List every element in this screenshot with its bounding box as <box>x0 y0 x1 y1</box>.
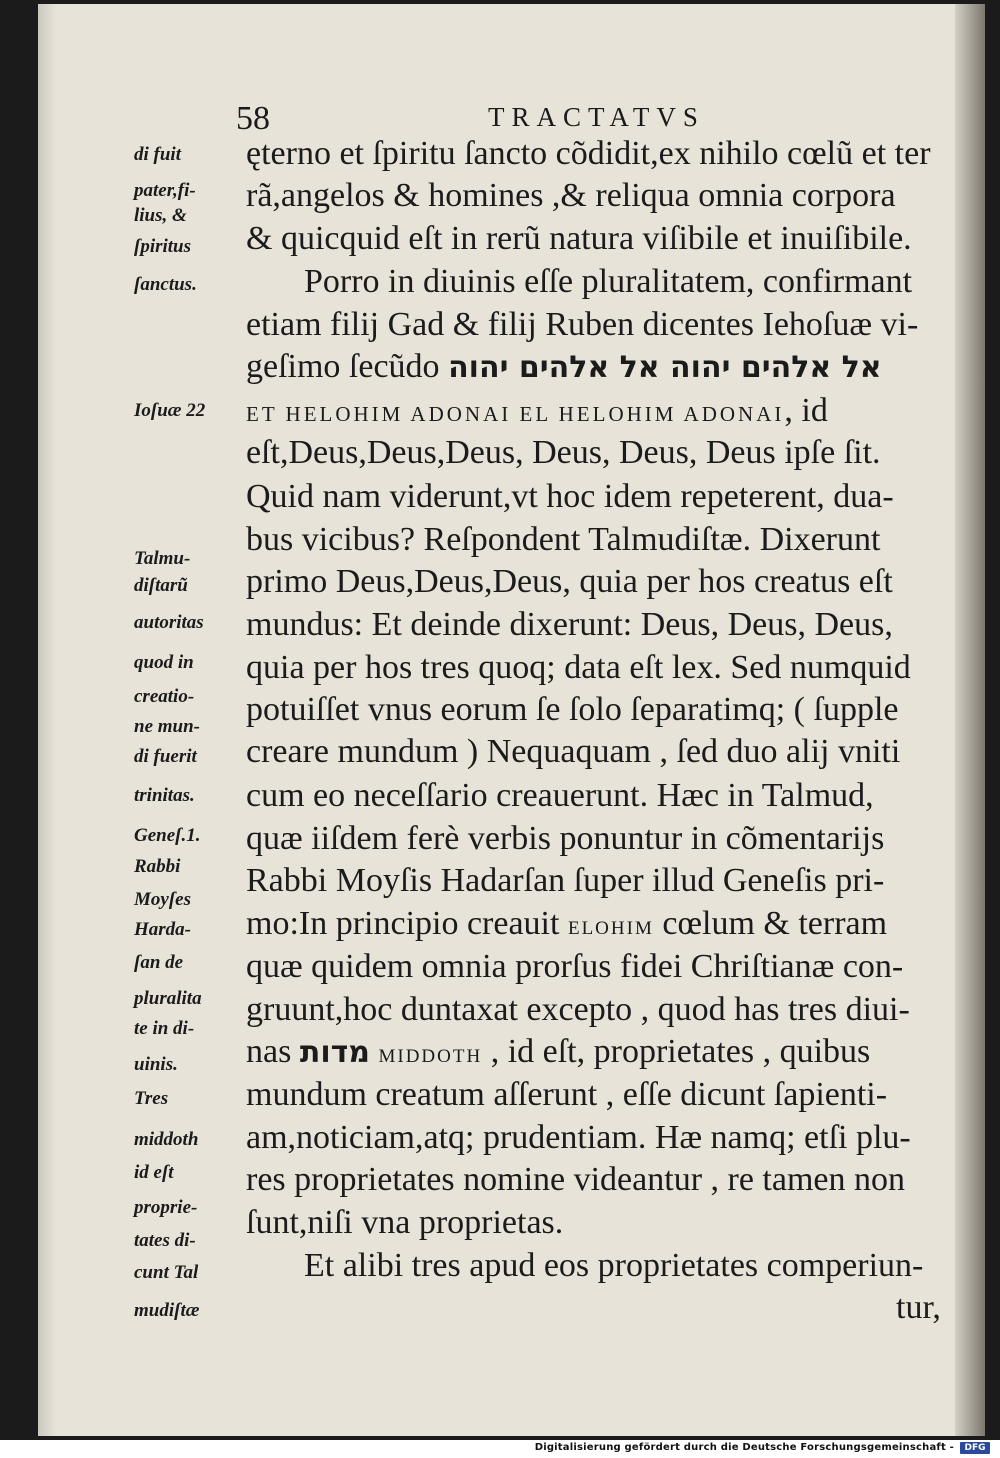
text-line <box>246 562 956 602</box>
line-text: cum eo neceſſario creauerunt. Hæc in Talmud, <box>246 777 874 814</box>
line-text: quæ quidem omnia prorſus fidei Chriſtianæ con- <box>246 948 904 985</box>
hebrew-text: אל אלהים יהוה אל אלהים יהוה <box>448 350 882 385</box>
text-line <box>304 1246 1000 1286</box>
line-text: gruunt,hoc duntaxat excepto , quod has tres diui- <box>246 991 910 1028</box>
line-text: quæ iiſdem ferè verbis ponuntur in cõmentarijs <box>246 820 885 857</box>
page-number: 58 <box>236 100 270 137</box>
text-line <box>246 305 956 345</box>
page-edge <box>955 4 985 1436</box>
margin-note: te in di- <box>134 1018 195 1039</box>
margin-note: cunt Tal <box>134 1262 199 1283</box>
line-text: bus vicibus? Reſpondent Talmudiſtæ. Dixerunt <box>246 521 881 558</box>
text-line <box>246 690 956 730</box>
line-text: nas <box>246 1033 300 1070</box>
line-text: res proprietates nomine videantur , re tamen non <box>246 1161 905 1198</box>
margin-note: middoth <box>134 1129 199 1150</box>
margin-note: creatio- <box>134 686 195 707</box>
text-line <box>246 1075 956 1115</box>
line-text: am,noticiam,atq; prudentiam. Hæ namq; etſi plu- <box>246 1119 911 1156</box>
margin-note: quod in <box>134 652 194 673</box>
margin-note: Tres <box>134 1088 169 1109</box>
text-line <box>246 861 956 901</box>
margin-note: id eſt <box>134 1162 174 1183</box>
small-caps-text: ELOHIM <box>567 918 654 939</box>
line-text: geſimo ſecũdo <box>246 348 449 385</box>
text-line <box>896 1288 1000 1328</box>
small-caps-text: ET HELOHIM ADONAI EL HELOHIM ADONAI <box>246 402 785 426</box>
text-line <box>246 990 956 1030</box>
funding-credit: Digitalisierung gefördert durch die Deutsche Forschungsgemeinschaft - <box>534 1442 954 1453</box>
margin-note: Geneſ.1. <box>134 825 201 846</box>
line-text: mundus: Et deinde dixerunt: Deus, Deus, Deus, <box>246 606 893 643</box>
line-text: Porro in diuinis eſſe pluralitatem, confirmant <box>304 263 913 300</box>
margin-note: pater,fi- <box>134 180 196 201</box>
small-caps-text: MIDDOTH <box>378 1046 483 1067</box>
hebrew-text: מדות <box>299 1035 370 1070</box>
line-text: ęterno et ſpiritu ſancto cõdidit,ex nihilo cœlũ et ter <box>246 135 931 172</box>
line-text: quia per hos tres quoq; data eſt lex. Sed numquid <box>246 649 911 686</box>
margin-note: ſpiritus <box>134 236 192 257</box>
text-line <box>246 947 956 987</box>
text-line <box>246 134 956 174</box>
line-text: primo Deus,Deus,Deus, quia per hos creatus eſt <box>246 563 893 600</box>
margin-note: Rabbi <box>134 856 181 877</box>
line-text: mundum creatum aſſerunt , eſſe dicunt ſapienti- <box>246 1076 888 1113</box>
line-text: etiam filij Gad & filij Ruben dicentes Iehoſuæ vi- <box>246 306 919 343</box>
margin-note: Harda- <box>134 919 191 940</box>
text-line <box>246 1203 956 1243</box>
margin-note: diſtarũ <box>134 575 188 596</box>
running-title: TRACTATVS <box>488 102 705 132</box>
margin-note: lius, & <box>134 205 187 226</box>
line-text: Quid nam viderunt,vt hoc idem repeterent, dua- <box>246 478 894 515</box>
text-line <box>246 433 956 473</box>
margin-note: proprie- <box>134 1197 198 1218</box>
text-line <box>246 732 956 772</box>
margin-note: ſanctus. <box>134 274 197 295</box>
line-text: Et alibi tres apud eos proprietates comperiun- <box>304 1247 924 1284</box>
line-text: , id eſt, proprietates , quibus <box>482 1033 871 1070</box>
line-text: eſt,Deus,Deus,Deus, Deus, Deus, Deus ipſe ſit. <box>246 434 881 471</box>
margin-note: autoritas <box>134 612 204 633</box>
line-text: potuiſſet vnus eorum ſe ſolo ſeparatimq; ( ſupple <box>246 691 899 728</box>
margin-note: Ioſuæ 22 <box>134 400 206 421</box>
line-text: mo:In principio creauit <box>246 905 568 942</box>
text-line <box>246 347 956 388</box>
line-text: ſunt,niſi vna proprietas. <box>246 1204 564 1241</box>
line-text: Rabbi Moyſis Hadarſan ſuper illud Geneſis pri- <box>246 862 885 899</box>
text-line <box>246 219 956 259</box>
line-text: cœlum & terram <box>653 905 888 942</box>
text-line <box>246 477 956 517</box>
text-line <box>246 1160 956 1200</box>
text-line <box>246 1032 956 1077</box>
text-line <box>246 776 956 816</box>
page-gutter-shadow <box>38 4 56 1436</box>
text-line <box>246 1118 956 1158</box>
margin-note: di fuerit <box>134 746 197 767</box>
margin-note: uinis. <box>134 1054 178 1075</box>
margin-note: trinitas. <box>134 785 195 806</box>
text-line <box>246 819 956 859</box>
margin-note: di fuit <box>134 144 181 165</box>
line-text: , id <box>784 392 828 429</box>
text-line <box>246 391 956 434</box>
text-line <box>246 904 956 949</box>
margin-note: Talmu- <box>134 548 191 569</box>
margin-note: mudiſtæ <box>134 1300 200 1321</box>
margin-note: ne mun- <box>134 716 200 737</box>
line-text: & quicquid eſt in rerũ natura viſibile et inuiſibile. <box>246 220 912 257</box>
text-line <box>246 520 956 560</box>
line-text: creare mundum ) Nequaquam , ſed duo alij vniti <box>246 733 901 770</box>
text-line <box>246 648 956 688</box>
margin-note: Moyſes <box>134 889 191 910</box>
line-text: rã,angelos & homines ,& reliqua omnia corpora <box>246 177 896 214</box>
text-line <box>246 176 956 216</box>
margin-note: ſan de <box>134 952 184 973</box>
margin-note: pluralita <box>134 988 202 1009</box>
text-line <box>304 262 1000 302</box>
dfg-logo: DFG <box>960 1442 990 1454</box>
margin-note: tates di- <box>134 1230 196 1251</box>
text-line <box>246 605 956 645</box>
line-text: tur, <box>896 1289 941 1326</box>
